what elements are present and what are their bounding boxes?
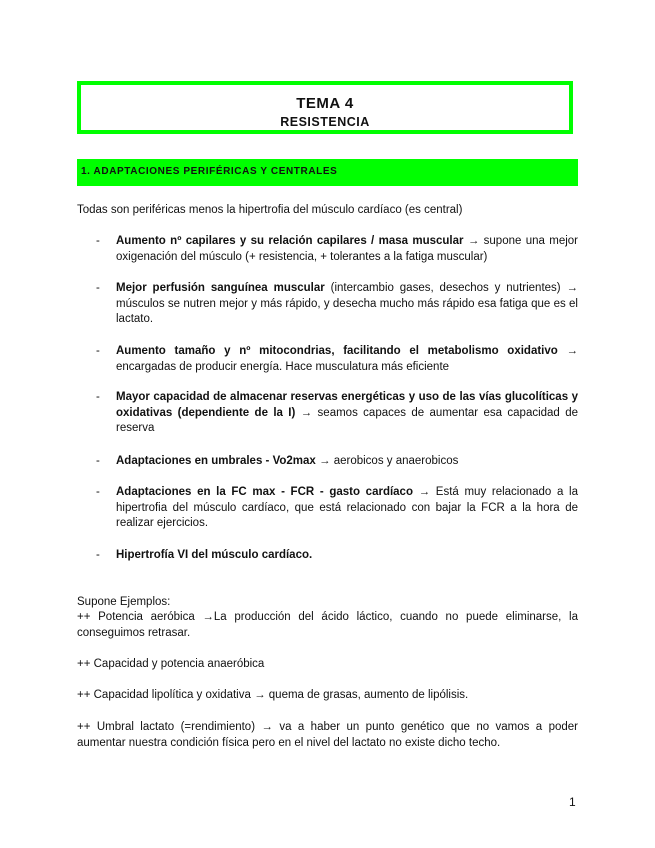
bullet-dash: - [96,282,100,294]
example-item: ++ Potencia aeróbica →La producción del ácido láctico, cuando no puede eliminarse, la conseguimos retrasar. [77,611,578,639]
bullet-text: → seamos capaces de aumentar esa capacidad de reserva [116,406,578,434]
bullet-dash: - [96,235,100,247]
page-subtitle: RESISTENCIA [280,115,370,129]
example-item: ++ Umbral lactato (=rendimiento) → va a haber un punto genético que no vamos a poder aumentar nuestra condición física pero en el nivel del lactato no existe dicho techo. [77,721,578,749]
bullet-dash: - [96,549,100,561]
intro-paragraph: Todas son periféricas menos la hipertrofia del músculo cardíaco (es central) [77,204,463,216]
page-title: TEMA 4 [296,95,354,112]
example-item: ++ Capacidad y potencia anaeróbica [77,658,265,670]
bullet-bold-text: Aumento tamaño y nº mitocondrias, facilitando el metabolismo oxidativo [116,345,558,357]
bullet-bold-text: Adaptaciones en umbrales - Vo2max [116,455,316,467]
list-item [96,344,578,375]
bullet-text: → encargadas de producir energía. Hace musculatura más eficiente [116,345,578,373]
bullet-text: → Está muy relacionado a la hipertrofia del músculo cardíaco, que está relacionado con bajar la FCR a la hora de realizar ejercicios. [116,486,578,529]
list-item [96,454,578,470]
bullet-text: → aerobicos y anaerobicos [315,455,459,467]
section-heading: 1. ADAPTACIONES PERIFÉRICAS Y CENTRALES [77,159,578,186]
list-item [96,234,578,265]
list-item [96,281,578,328]
list-item [96,390,578,437]
bullet-text: (intercambio gases, desechos y nutrientes) → músculos se nutren mejor y más rápido, y desecha mucho más rápido esa fatiga que es el lactato. [116,282,579,325]
list-item [96,548,578,564]
bullet-bold-text: Aumento nº capilares y su relación capilares / masa muscular [116,235,464,247]
bullet-dash: - [96,391,100,403]
page-number: 1 [569,795,576,809]
bullet-dash: - [96,455,100,467]
title-box [77,81,573,134]
bullet-bold-text: Adaptaciones en la FC max - FCR - gasto cardíaco [116,486,413,498]
example-item: ++ Capacidad lipolítica y oxidativa → quema de grasas, aumento de lipólisis. [77,689,469,701]
bullet-dash: - [96,345,100,357]
list-item [96,485,578,532]
bullet-dash: - [96,486,100,498]
bullet-text: → supone una mejor oxigenación del músculo (+ resistencia, + tolerantes a la fatiga muscular) [116,235,578,263]
bullet-bold-text: Hipertrofía VI del músculo cardíaco. [116,549,313,561]
bullet-bold-text: Mayor capacidad de almacenar reservas energéticas y uso de las vías glucolíticas y oxidativas (dependiente de la I) [116,391,578,419]
bullet-bold-text: Mejor perfusión sanguínea muscular [116,282,325,294]
examples-heading: Supone Ejemplos: [77,596,171,608]
